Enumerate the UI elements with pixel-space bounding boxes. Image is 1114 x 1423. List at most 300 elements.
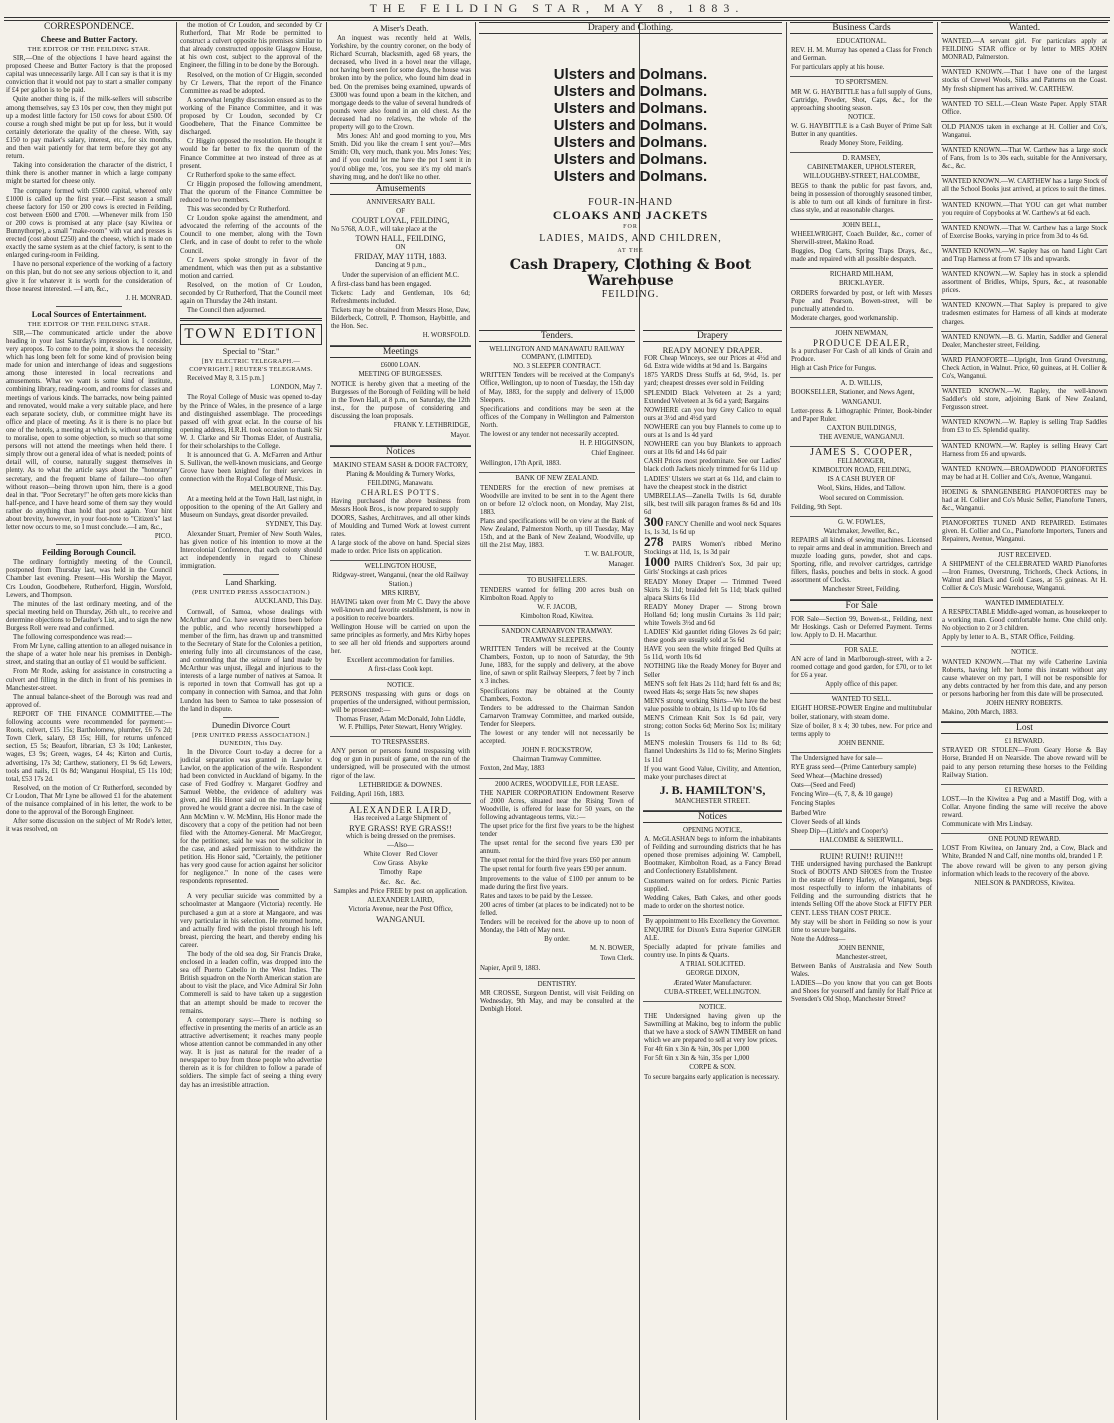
paragraph: The ordinary fortnightly meeting of the Council, postponed from Thursday last, was held in the Council Chamber last evening. Present—His Worship the Mayor, Crs Loudon, Goodbehere, Rutherford, Higgin, Worsfold, Lewers, and Thompson. — [6, 559, 172, 599]
ad-line: MRS KIRBY, — [381, 589, 420, 597]
ad-line: Watchmaker, Jeweller, &c., — [823, 527, 900, 535]
ad-line: Ridgway-street, Wanganui, (near the old Railway Station.) — [332, 572, 469, 588]
ad-line: Ulsters and Dolmans. — [553, 134, 708, 152]
ad-line: WELLINGTON AND MANAWATU RAILWAY COMPANY, (LIMITED). — [489, 346, 625, 362]
ad-line: REPAIRS all kinds of sewing machines. Licensed to repair arms and deal in ammunition. Breech and muzzle loading guns, powder, shot and caps. Sporting, rifle, and revolver cartridges, cartridge fillers, flasks, pouches and belts in stock. A good assortment of Clocks. — [791, 536, 932, 585]
paragraph: the motion of Cr Loudon, and seconded by Cr Rutherford, That Mr Rode be permitted to construct a culvert opposite his premises similar to that already constructed opposite Glasgow House, at his own cost, subject to the approval of the Engineer, the filling in to be done by the Borough. — [180, 22, 322, 70]
section-heading: Notices — [643, 811, 782, 823]
article-subhead: THE EDITOR OF THE FEILDING STAR. — [27, 320, 151, 328]
ad-line: CAXTON BUILDINGS, — [826, 424, 897, 432]
ad-line: WANTED KNOWN.—W. Rapley, the well-known Saddler's old store, adjoining Bank of New Zealand, Fergusson street. — [942, 388, 1107, 412]
ad-line: HAVE you seen the white fringed Bed Quilts at 5s 11d, worth 10s 6d — [644, 646, 781, 662]
article-subhead: [BY ELECTRIC TELEGRAPH.—COPYRIGHT.] REUTER'S TELEGRAMS. — [189, 358, 313, 374]
article-title: Special to "Star." — [222, 347, 280, 357]
section-heading: CORRESPONDENCE. — [44, 22, 134, 32]
advertisement-notice — [330, 680, 471, 738]
dateline: MELBOURNE, This Day. — [250, 485, 322, 493]
ad-line: To secure bargains early application is necessary. — [644, 1073, 780, 1081]
advertisement-wanted — [941, 300, 1108, 331]
ad-line: Moderate charges, good workmanship. — [791, 314, 899, 322]
ad-line: NOTICE. — [387, 681, 414, 689]
ad-line: READY Money Draper — Trimmed Tweed Skirts 3s 11d; braided felt 5s 11d; black quilted alpaca Skirts 6s 11d — [644, 578, 781, 602]
spacer — [479, 36, 782, 66]
column-rule — [176, 22, 177, 1420]
paragraph: Taking into consideration the character of the district, I think there is another manner in which a large company might be started for cheese only. — [6, 162, 172, 186]
signature: FRANK Y. LETHBRIDGE, — [393, 422, 470, 430]
ad-line: RYE grass seed—(Prime Canterbury sample) — [791, 764, 917, 772]
ad-line: DENTISTRY. — [537, 980, 577, 988]
ad-line: NOTICE. — [1011, 649, 1038, 657]
paragraph: A very peculiar suicide was committed by a schoolmaster at Mangaore (Victoria) recently. He purchased a gun at a store at Mangaore, and was very particular in his selection. He returned home, and actually fired with the pistol through his left breast, piercing the heart, and thereby ending his career. — [180, 893, 322, 949]
ad-line: Oats—(Seed and Feed) — [791, 782, 856, 790]
quantity-number: 300 — [644, 513, 664, 529]
ad-line: WANTED.—A servant girl. For particulars apply at FEILDING STAR office or by letter to MRS JOHN MONRAD, Palmerston. — [942, 38, 1107, 62]
ad-line: FELLMONGER, — [837, 458, 886, 466]
ad-line: WANTED KNOWN.—That Sapley is prepared to give tradesmen estimates for Harness of all kinds at moderate charges. — [942, 302, 1107, 326]
advertisement-wanted — [941, 176, 1108, 199]
advertisement-sportsmen — [790, 77, 933, 153]
advertisement-for-sale — [790, 645, 933, 694]
ad-line: WANGANUI. — [841, 398, 882, 406]
ad-line: MEN'S moleskin Trousers 6s 11d to 8s 6d; flannel Undershirts 3s 11d to 6s; Merino Singlets 1s 11d — [644, 740, 781, 764]
ad-line: A. McGLASHAN begs to inform the inhabitants of Feilding and surrounding districts that he has opened those premises adjoining W. Campbell, Bootmaker, Kimbolton Road, as a Fancy Bread and Confectionery Establishment. — [644, 836, 781, 876]
ad-line: SPLENDID Black Velveteen at 2s a yard; Extended Velveteen at 3s 6d a yard; Bargains — [644, 389, 781, 405]
ad-line: ANNIVERSARY BALL — [366, 198, 435, 206]
ad-line: WANTED KNOWN.—That W. Carthew has a large Stock of Exercise Books, varying in price from 3d to 4s 6d. — [942, 224, 1107, 240]
ad-line: WANTED KNOWN.—W. Rapley is selling Heavy Cart Harness from £6 and upwards. — [942, 442, 1107, 458]
paragraph: The following correspondence was read:— — [13, 634, 133, 642]
column-drapery — [643, 330, 782, 1420]
ad-line: LADIES' Kid gauntlet riding Gloves 2s 6d pair; these goods are usually sold at 5s 6d — [644, 629, 781, 645]
ad-line: WRITTEN Tenders will be received at the Company's Office, Wellington, up to noon of Tuesday, the 15th day of May, 1883, for the supply and delivery of 15,000 Sleepers. — [480, 372, 634, 404]
article-subhead: THE EDITOR OF THE FEILDING STAR. — [27, 46, 151, 53]
ad-line: BANK OF NEW ZEALAND. — [515, 475, 599, 483]
ad-line: TO SPORTSMEN. — [835, 79, 888, 87]
divider — [56, 544, 122, 545]
ad-line: Tenders to be addressed to the Chairman Sandon Carnarvon Tramway Committee, and marked outside, Tender for Sleepers. — [480, 704, 634, 728]
advertisement-educational — [790, 36, 933, 77]
ad-line: Specifications and conditions may be seen at the offices of the Company in Wellington and Palmerston North. — [480, 405, 634, 429]
ad-line: WANTED KNOWN.—W. Sapley has on hand Light Cart and Trap Harness at from £7 10s and upwards. — [942, 247, 1107, 263]
ad-line: By appointment to His Excellency the Governor. — [645, 917, 780, 925]
ad-line: BOOKSELLER, Stationer, and News Agent, — [791, 389, 915, 397]
paragraph: I have no personal experience of the working of a factory on this plan, but do not see any serious objection to it, and give it for whatever it is worth for the consideration of those nearest interested. —I am, &c., — [6, 261, 172, 293]
ad-line: Timothy Rape — [379, 869, 422, 877]
ad-line: NOWHERE can you buy Flannels to come up to ours at 1s and 1s 4d yard — [644, 423, 781, 440]
ad-line: WANTED KNOWN.—W. CARTHEW has a large Stock of all the School Books just arrived, at prices to suit the times. — [942, 178, 1107, 194]
ad-line: Dancing at 9 p.m., — [375, 262, 426, 270]
paragraph: This was seconded by Cr Rutherford. — [187, 206, 290, 214]
paragraph: The annual balance-sheet of the Borough was read and approved of. — [6, 693, 172, 709]
article-subhead: (PER UNITED PRESS ASSOCIATION.) — [192, 589, 310, 597]
ad-line: NOTICE. — [699, 1003, 726, 1011]
ad-line: LOST From Kiwitea, on January 2nd, a Cow, Black and White, Branded N and Calf, nine months old, branded 1 P. — [942, 845, 1107, 861]
ad-line: CABINETMAKER, UPHOLSTERER, — [807, 164, 916, 172]
ad-line: WANTED KNOWN.—That W. Carthew has a large stock of Fans, from 1s to 30s each, suitable for the Anniversary, &c., &c. — [942, 147, 1107, 171]
ad-line: WRITTEN Tenders will be received at the County Chambers, Foxton, up to noon of Saturday, the 9th June, 1883, for the supply and delivery, at the above line, of sawn or split Railway Sleepers, 7 feet by 7 inch x 3 inches. — [480, 646, 634, 686]
ad-line: A RESPECTABLE Middle-aged woman, as housekeeper to a working man. Good comfortable home. One child only. No objection to 2 or 3 children. — [942, 609, 1107, 633]
advertisement-ramsey — [790, 153, 933, 220]
paragraph: At a meeting held at the Town Hall, last night, in opposition to the opening of the Art Gallery and Museum on Sundays, great disorder prevailed. — [180, 495, 322, 519]
column-rule — [786, 22, 787, 1420]
ad-line: Makino, 20th March, 1883. — [942, 709, 1018, 717]
ad-line: G. W. FOWLES, — [838, 518, 885, 526]
ad-line: THE Undersigned having given up the Sawmilling at Makino, beg to inform the public that we have a stock of SAWN TIMBER on hand which we are prepared to sell at very low prices. — [644, 1012, 781, 1045]
masthead-rule — [4, 17, 1110, 21]
ad-line: Seed Wheat—(Machine dressed) — [791, 773, 882, 781]
ad-line: Under the supervision of an efficient M.C. — [342, 271, 459, 279]
signature: Chief Engineer. — [591, 450, 634, 458]
ad-line: A. D. WILLIS, — [840, 380, 883, 388]
ad-line: Wedding Cakes, Bath Cakes, and other goods made to order on the shortest notice. — [644, 894, 781, 910]
ad-line: Fencing Wire—(6, 7, 8, & 10 gauge) — [791, 791, 893, 799]
ad-line: NOTHING like the Ready Money for Buyer and Seller — [644, 663, 781, 679]
paragraph: Cr Loudon spoke against the amendment, and advocated the referring of the accounts of the Council to one member, along with the Town Clerk, and in case of doubt to refer to the whole Council. — [180, 215, 322, 255]
advertisement-opening — [643, 825, 782, 916]
ad-line: W. F. JACOB, — [537, 603, 577, 611]
column-rule — [937, 22, 938, 1420]
advertisement-wanted — [941, 269, 1108, 300]
advertisement-willis — [790, 378, 933, 447]
ad-line: A first-class Cook kept. — [367, 666, 434, 674]
ad-line: —Also— — [387, 842, 414, 850]
paragraph: Cr Rutherford spoke to the same effect. — [187, 171, 296, 179]
ad-line: Is a purchaser For Cash of all kinds of Grain and Produce. — [791, 348, 932, 364]
ad-line: By order. — [544, 936, 570, 944]
paragraph: The minutes of the last ordinary meeting, and of the special meeting held on Thursday, 26th ult., to receive and determine objections to Defaulter's List, and to sign the new Burgess Roll were read and confirmed. — [6, 600, 172, 632]
masthead: THE FEILDING STAR, MAY 8, 1883. — [369, 1, 745, 15]
paragraph: From Mr Lyne, calling attention to an alleged nuisance in the shape of a water hole near his premises in Denbigh-street, and stating that an outlay of £1 would be sufficient. — [6, 643, 172, 667]
dateline: SYDNEY, This Day. — [265, 520, 322, 528]
ad-line: 200 acres of timber (at places to be indicated) not to be felled. — [480, 901, 634, 917]
ad-line: £1 REWARD. — [1004, 786, 1045, 794]
ad-line: WANTED KNOWN.—BROADWOOD PIANOFORTES may be had at H. Collier and Co's, Avenue, Wanganui. — [942, 465, 1107, 481]
ad-line: £6000 LOAN. — [380, 362, 421, 370]
ad-line: 2000 ACRES, WOODVILLE, FOR LEASE. — [495, 780, 619, 788]
advertisement-reward — [941, 785, 1108, 834]
ad-line: Excellent accommodation for families. — [346, 657, 455, 665]
paragraph: Cornwall, of Samoa, whose dealings with McArthur and Co. have several times been before the public, and who recently horsewhipped a member of the firm, has drawn up and transmitted to the Secretary of State for the Colonies a petition, entering fully into all circumstances of the case, and contending that the seizure of land made by McArthur was unjust, illegal and injurious to the interests of a large number of natives at Samoa. It is reported in town that Cornwall has got up a company in connection with Samoa, and that John Lundon has been to Samoa to take possession of the land in dispute. — [180, 608, 322, 713]
column-rule — [475, 22, 476, 1420]
ad-line: No 5768, A.O.F., will take place at the — [331, 226, 437, 234]
article-subhead: [PER UNITED PRESS ASSOCIATION.] DUNEDIN, This Day. — [192, 731, 310, 747]
ad-text: FANCY Chenille and wool neck Squares 1s, 1s 3d, 1s 6d up — [644, 520, 781, 537]
ad-line: TO TRESPASSERS. — [371, 739, 430, 747]
ad-line: For 4ft 6in x 3in & ¾in, 30s per 1,000 — [644, 1046, 750, 1054]
signature: Town Clerk. — [600, 955, 634, 963]
paragraph: Quite another thing is, if the milk-sellers will subscribe among themselves, say £3 10s per cow, then they might put up a modest little factory for 150 cows for about £500. Of course a rough shed might be put up for less, but it would certainly deteriorate the quality of the cheese. With, say £150 to pay maker's salary, interest, etc., for six months, and then wait patiently for that term before they got any return. — [6, 96, 172, 161]
ad-text: PAIRS Children's Sox, 3d pair up; Girls' Stockings at cash prices — [644, 561, 781, 577]
signature: J. H. MONRAD. — [125, 294, 172, 302]
ad-line: Ulsters and Dolmans. — [553, 100, 708, 118]
ad-line: REV. H. M. Murray has opened a Class for French and German. — [791, 47, 932, 63]
paragraph: Resolved, on the motion of Cr Loudon, seconded by Cr Rutherford, That the Council meet again on Thursday the 24th instant. — [180, 281, 322, 306]
ad-line: PERSONS trespassing with guns or dogs on properties of the undersigned, without permission, will be prosecuted:— — [331, 690, 470, 714]
ad-line: Ulsters and Dolmans. — [553, 168, 708, 186]
ad-line: White Clover Red Clover — [363, 851, 438, 859]
signature: H. P. HIGGINSON, — [579, 440, 634, 448]
ad-line: The upset price for the first five years to be the highest tender — [480, 822, 634, 839]
ad-line: WILLOUGHBY-STREET, HALCOMBE, — [803, 173, 920, 181]
ad-line: TOWN HALL, FEILDING, — [355, 234, 446, 244]
paragraph: SIR,—The communicated article under the above heading in your last Saturday's impression is, I consider, very apropos. To come to the point, it shows the necessity which has long been felt for some kind of provision being made for union and interchange of ideas and suggestions among those interested in local recreations and amusements. What we want is some kind of institute, combining library, reading-room, and rooms for classes and meetings of various kinds. The barracks, now being painted and renovated, would make a very suitable place, and here each separate society, club, or committee might have its office and place of meeting. As it is there is no place but one of the hotels, a meeting at which is, without attempting to moralise, open to some objection, so much so that some persons will not attend the meetings when held there. I simply throw out a general idea of what is needed; points of detail will, of course, naturally suggest themselves in plenty. As to what the article says about the "honorary" secretary, and the frequent blame of failure—too often without reason—being thrown upon him, there is a good deal in that. "Poor Secretary!" he often gets more kicks than half-pence, and I have heard some of them say they would rather do anything than hold that post again. Your hint about brevity, however, in your foot-note to "Citizen's" last letter now occurs to me, so I must conclude.—I am, &c., — [6, 329, 172, 532]
ad-line: THE AVENUE, WANGANUI. — [818, 433, 905, 441]
ad-line: RYE GRASS! RYE GRASS!! — [349, 822, 452, 833]
dateline: AUCKLAND, This Day. — [254, 598, 322, 606]
ad-line: NIELSON & PANDROSS, Kiwitea. — [974, 879, 1075, 887]
ad-line: STRAYED OR STOLEN—From Geary Horse & Bay Horse, Branded H on Nearside. The above reward will be paid to any person returning these horses to the Feilding Railway Station. — [942, 747, 1107, 779]
ad-line: WARD PIANOFORTE—Upright, Iron Grand Overstrung, Check Action, in Walnut. Price, 60 guineas, at H. Collier & Co's, Wanganui. — [942, 356, 1107, 380]
ad-line: Apply by letter to A. B., STAR Office, Feilding. — [942, 634, 1075, 642]
ad-line: LADIES—Do you know that you can get Boots and Shoes for yourself and family for Half Price at Svensden's Old Shop, Manchester Street? — [791, 980, 932, 1004]
column-rule — [326, 22, 327, 1420]
quantity-number: 278 — [644, 534, 664, 550]
ad-line: A large stock of the above on hand. Special sizes made to order. Price lists on application. — [331, 540, 470, 556]
advertisement-fowles — [790, 517, 933, 600]
ad-line: WANTED KNOWN.—That my wife Catherine Lavinia Roberts, having left her home this instant without any cause whatever on my part, I will not be responsible for any debts contracted by her from this date, and any person or persons harboring her from this date will be prosecuted. — [942, 658, 1107, 698]
ad-line: Wellington, 17th April, 1883. — [480, 460, 561, 468]
article-title: Land Sharking. — [225, 578, 277, 588]
ad-line: A TRIAL SOLICITED. — [679, 961, 746, 969]
ad-line: FEILDING. — [601, 289, 660, 301]
section-heading: Notices — [330, 446, 471, 458]
paragraph: The company formed with £5000 capital, whereof only £1000 is called up the first year.—First season a small cheese factory for 150 or 200 cows is erected in Feilding, cost between £600 and £700. —Whenever milk from 150 or 200 cows is promised at any place (say Kiwitea or Bunnythorpe), a small "make-room" with vat and presses is erected (cost about £250) and the cheese, which is made on exactly the same system as at the chief factory, is sent to the enlarged curing-room in Feilding. — [6, 187, 172, 260]
quantity-number: 1000 — [644, 554, 670, 570]
paragraph: It is announced that G. A. McFarren and Arthur S. Sullivan, the well-known musicians, and George Grove have been knighted for their services in connection with the Royal College of Music. — [180, 452, 322, 484]
ad-line: THE NAPIER CORPORATION Endowment Reserve of 2000 Acres, situated near the Rising Town of Woodville, is offered for lease for 50 years, on the following advantageous terms, viz.:— — [480, 789, 634, 821]
section-heading: Drapery and Clothing. — [479, 22, 782, 34]
section-heading: Business Cards — [790, 22, 933, 34]
article-title: A Miser's Death. — [372, 24, 429, 33]
ad-line: FRIDAY, MAY 11TH, 1883. — [354, 252, 447, 262]
ad-line: EIGHT HORSE-POWER Engine and multitubular boiler, stationary, with steam dome. — [791, 705, 932, 721]
ad-line: The lowest or any tender will not necessarily be accepted. — [480, 730, 634, 746]
column-miser-amusements — [330, 22, 471, 1420]
signature: T. W. BALFOUR, — [584, 551, 634, 559]
ad-line: For 5ft 6in x 3in & ¾in, 35s per 1,000 — [644, 1055, 750, 1063]
ad-line: Napier, April 9, 1883. — [480, 965, 541, 973]
ad-line: WANTED TO SELL.—Clean Waste Paper. Apply STAR Office. — [942, 100, 1107, 116]
column-wanted — [941, 22, 1108, 1420]
advertisement-wanted — [941, 36, 1108, 67]
advertisement-wanted — [941, 332, 1108, 355]
ad-line: Sheep Dip—(Little's and Cooper's) — [791, 827, 888, 835]
advertisement-ball — [330, 197, 471, 347]
column-business-cards — [790, 22, 933, 1420]
advertisement-milham — [790, 269, 933, 328]
ad-line: Improvements to the value of £100 per annum to be made during the first five years. — [480, 875, 634, 891]
ad-line: MEN'S Crimean Knit Sox 1s 6d pair, very strong; cotton Socks 6d; Merino Sox 1s; military 1s — [644, 715, 781, 739]
advertisement-wanted — [941, 464, 1108, 487]
advertisement-wanted — [941, 122, 1108, 145]
paragraph: Mrs Jones: Ah! and good morning to you, Mrs Smith. Did you like the cream I sent you?—Mrs Smith: Oh, very much, thank you. Mrs Jones: Yes; and if you could let me have the pot I sent it in you'd oblige me, 'cos, you see it's my old man's shaving mug, and he don't like no other. — [330, 133, 471, 181]
ad-line: WANTED KNOWN.—B. G. Martin, Saddler and General Dealer, Manchester street, Feilding. — [942, 333, 1107, 349]
advertisement-makino — [330, 460, 471, 561]
advertisement-reward — [941, 736, 1108, 784]
ad-line — [644, 554, 781, 577]
ad-line: MR W. G. HAYBITTLE has a full supply of Guns, Cartridge, Powder, Shot, Caps, &c., for the approaching shooting season. — [791, 88, 932, 112]
advertisement-bell — [790, 220, 933, 269]
ad-line: WANTED KNOWN.—W. Sapley has in stock a splendid assortment of Bridles, Whips, Spurs, &c., at reasonable prices. — [942, 271, 1107, 295]
advertisement-timber — [643, 1002, 782, 1086]
advertisement-tender — [479, 575, 635, 625]
ad-line: The upset rental for the second five years £30 per annum. — [480, 840, 634, 856]
ad-line: FOR Sale—Section 99, Bowen-st., Feilding, next Mr Hoskings. Cash or Deferred Payment. Terms low. Apply to D. H. Macarthur. — [791, 615, 932, 639]
advertisement-wanted — [941, 99, 1108, 122]
advertisement-wanted — [941, 67, 1108, 98]
advertisement-wanted — [941, 200, 1108, 223]
ad-line: Rates and taxes to be paid by the Lessee. — [480, 892, 593, 900]
ad-line: HAVING taken over from Mr C. Davy the above well-known and favorite establishment, is now in a position to receive boarders. — [331, 598, 470, 622]
section-heading: Tenders. — [479, 330, 635, 342]
ad-line: NOTICE is hereby given that a meeting of the Burgesses of the Borough of Feilding will be held in the Town Hall, at 8 p.m., on Saturday, the 12th inst., for the purpose of considering and discussing the loan proposals. — [331, 380, 470, 420]
ad-line: Letter-press & Lithographic Printer, Book-binder and Paper Ruler. — [791, 407, 932, 423]
ad-line: WANTED KNOWN.—That I have one of the largest stocks of Crewel Wools, Silks and Patterns on the Coast. My fresh shipment has arrived. W. CARTHEW. — [942, 69, 1107, 93]
ad-line: JOHN BELL, — [842, 221, 881, 229]
ad-line: Size of boiler, 8 x 4; 30 tubes, new. For price and terms apply to — [791, 722, 932, 738]
advertisement-hamilton — [643, 344, 782, 811]
ad-line: Planing & Moulding & Turnery Works, FEILDING, Manawatu. — [346, 471, 455, 487]
ad-line: Tenders will be received for the above up to noon of Monday, the 14th of May next. — [480, 919, 634, 935]
ad-line: High at Cash Price for Fungus. — [791, 365, 877, 373]
advertisement-pianos — [941, 550, 1108, 598]
drapery-clothing-banner — [479, 22, 782, 327]
ad-line: OLD PIANOS taken in exchange at H. Collier and Co's, Wanganui. — [942, 123, 1107, 139]
ad-line: ALEXANDER LAIRD, — [367, 896, 434, 904]
ad-line: Thomas Fraser, Adam McDonald, John Liddle, W. F. Phillips, Peter Stewart, Henry Wrigley. — [335, 715, 466, 732]
advertisement-meeting — [330, 360, 471, 446]
ad-line: MANCHESTER STREET. — [675, 797, 750, 805]
column-correspondence — [6, 22, 172, 1420]
ad-line: Wool, Skins, Hides, and Tallow. — [817, 485, 906, 493]
dateline: Received May 8, 3.15 p.m.] — [187, 375, 264, 383]
ad-line: CHARLES POTTS. — [361, 487, 440, 497]
section-heading: Amusements — [330, 183, 471, 195]
ad-line: WANGANUI. — [376, 913, 425, 924]
ad-line: LADIES, MAIDS, AND CHILDREN, — [539, 233, 722, 245]
ad-line: NOWHERE can you buy Grey Calico to equal ours at 3½d and 4½d yard — [644, 406, 781, 422]
ad-line: TO BUSHFELLERS. — [527, 577, 587, 585]
advertisement-tender — [479, 473, 635, 575]
dateline: LONDON, May 7. — [270, 384, 322, 392]
ad-line: Buggies, Dog Carts, Spring Traps Drays, &c., made and repaired with all possible despatch. — [791, 248, 932, 264]
ad-line: Customers waited on for orders. Picnic Parties supplied. — [644, 877, 781, 893]
ad-line: The above reward will be given to any person giving information which leads to the recovery of the above. — [942, 862, 1107, 878]
advertisement-wanted — [941, 246, 1108, 269]
advertisement-wanted — [941, 518, 1108, 549]
ad-line: LETHBRIDGE & DOWNES. — [358, 781, 443, 789]
ad-line: JOHN BENNIE, — [838, 944, 885, 952]
ad-line: ON — [395, 244, 406, 252]
ad-line: 1875 YARDS Dress Stuffs at 6d, 9½d, 1s. per yard; cheapest dresses ever sold in Feilding — [644, 372, 781, 388]
ad-line: Clover Seeds of all kinds — [791, 818, 861, 826]
ad-line: £1 REWARD. — [1004, 738, 1045, 746]
paragraph: SIR,—One of the objections I have heard against the proposed Cheese and Butter Factory is that the proposed capital was unnecessarily large. All I can say is that it is my conviction that it would not pay to start a smaller company if £4 per gallon is to be paid. — [6, 55, 172, 95]
ad-line: HALCOMBE & SHERWILL. — [819, 836, 904, 844]
section-heading: For Sale — [790, 600, 933, 612]
ad-line: Cash Drapery, Clothing & Boot Warehouse — [509, 257, 752, 290]
advertisement-tender — [479, 344, 635, 473]
ad-line: Has received a Large Shipment of — [353, 814, 448, 822]
ad-line: Having purchased the above business from Messrs Hook Bros., is now prepared to supply — [331, 497, 470, 513]
advertisement-wanted — [941, 487, 1108, 518]
advertisement-wanted — [941, 417, 1108, 440]
ad-line: OF — [396, 207, 405, 215]
ad-line: WANTED KNOWN.—That YOU can get what number you require of Copybooks at W. Carthew's at 6d each. — [942, 201, 1107, 217]
ad-line: Apply office of this paper. — [825, 681, 898, 689]
divider — [56, 306, 122, 307]
advertisement-halcombe — [790, 753, 933, 850]
paragraph: In the Divorce Court to-day a decree for a judicial separation was granted in Lawlor v. Lawlor, on the application of the wife. Respondent had been convicted in Auckland of bigamy. In the case of Fred Godfrey v. Margaret Godfrey and Samuel Webbe, the evidence of adultery was given, and His Honor said on the marriage being proved he would grant a decree nisi. In the case of Ann McMinn v. W. McMinn, His Honor made the discovery that a copy of the petition had not been filed with the Attorney-General. Mr MacGregor, for the petitioner, said he was not the solicitor in the case, and asked permission to withdraw the petition. His Honor said, "Certainly, the petitioner has very good cause for action against her solicitor for negligence." In none of the cases were respondents represented. — [180, 748, 322, 886]
advertisement-laird — [330, 804, 471, 927]
ad-line: JOHN HENRY ROBERTS. — [986, 700, 1063, 707]
ad-line: The lowest or any tender not necessarily accepted. — [480, 431, 619, 439]
ad-line: READY MONEY DRAPER. — [662, 345, 763, 356]
advertisement-reward — [941, 834, 1108, 892]
ad-line: which is being dressed on the premises. — [345, 833, 456, 841]
ad-line: If you want Good Value, Civility, and Attention, make your purchases direct at — [644, 765, 781, 781]
ad-line: PRODUCE DEALER, — [812, 338, 910, 348]
ad-line: Communicate with Mrs Lindsay. — [942, 821, 1033, 829]
ad-line: Ærated Water Manufacturer. — [673, 979, 752, 987]
ad-line: TENDERS for the erection of new premises at Woodville are invited to be sent in to the Agent there on or before 12 o'clock noon, on Monday, May 21st, 1883. — [480, 484, 634, 516]
ad-line: WANTED TO SELL. — [831, 696, 892, 704]
ad-line: Feilding, 9th Sept. — [791, 503, 842, 511]
advertisement-bennie — [790, 850, 933, 1009]
ad-line: LADIES' Ulsters we start at 6s 11d, and claim to have the cheapest stock in the district — [644, 475, 781, 491]
ad-line: THE undersigned having purchased the Bankrupt Stock of BOOTS AND SHOES from the Trustee in the estate of Henry Harley, of Wanganui, begs most respectfully to inform the inhabitants of Feilding and the surrounding districts that he intends Selling Off the above Stock at FIFTY PER CENT. LESS THAN COST PRICE. — [791, 860, 932, 917]
advertisement-for-sale — [790, 614, 933, 645]
divider — [223, 717, 280, 718]
ad-line: KIMBOLTON ROAD, FEILDING, — [812, 467, 911, 475]
advertisement-notice — [941, 647, 1108, 722]
ad-line: Ulsters and Dolmans. — [553, 66, 708, 84]
ad-line: Specifications may be obtained at the County Chambers, Foxton. — [480, 687, 634, 703]
ad-line: WANTED IMMEDIATELY. — [985, 599, 1064, 607]
ad-line: PIANOFORTES TUNED AND REPAIRED. Estimates given. H. Collier and Co., Pianoforte Importers, Tuners and Repairers, Avenue, Wanganui. — [942, 520, 1107, 544]
signature: M. N. BOWER, — [590, 945, 634, 953]
advertisement-engine — [790, 694, 933, 753]
ad-line: W. G. HAYBITTLE is a Cash Buyer of Prime Salt Butter in any quantities. — [791, 122, 932, 139]
ad-text: PAIRS Women's ribbed Merino Stockings at 11d, 1s, 1s 3d pair — [644, 541, 781, 557]
ad-line: JOHN NEWMAN, — [835, 329, 888, 337]
ad-line: Cow Grass Alsyke — [373, 860, 428, 868]
ad-line: BRICKLAYER. — [838, 280, 885, 288]
ad-line: AT THE — [617, 248, 644, 255]
ad-line — [644, 513, 781, 537]
ad-line: &c. &c. &c. — [380, 878, 421, 886]
advertisement-tender — [479, 626, 635, 779]
ad-line: NOTICE. — [848, 113, 875, 121]
ad-line: ONE POUND REWARD. — [988, 836, 1061, 844]
signature: H. WORSFOLD. — [422, 332, 470, 340]
ad-line: Manchester Street, Feilding. — [822, 586, 901, 594]
paragraph: After some discussion on the subject of Mr Rode's letter, it was resolved, on — [6, 818, 172, 834]
ad-line: TRAMWAY SLEEPERS. — [521, 637, 593, 644]
ad-line: Barbed Wire — [791, 809, 826, 817]
ad-line: FOR — [623, 224, 638, 231]
ad-line: Fencing Staples — [791, 800, 835, 808]
ad-line: The Undersigned have for sale— — [791, 754, 883, 762]
ad-line: Tickets may be obtained from Messrs Hose, Daw, Bilderbeck, Cottrell, P. Thomson, Haybittle, and the Hon. Sec. — [331, 306, 470, 331]
ad-line: Ready Money Store, Feilding. — [819, 140, 904, 148]
ad-line: CASH Prices most predominate. See our Ladies' black cloth Jackets nicely trimmed for 6s 11d up — [644, 458, 781, 474]
ad-line: A SHIPMENT of the CELEBRATED WARD Pianofortes—Iron Frames, Overstrung, Trichords, Check Actions, in Walnut and Black and Gold Cases, at 55 guineas. At H. Collier & Co's Music Warehouse, Wanganui. — [942, 560, 1107, 592]
ad-line: BEGS to thank the public for past favors, and, being in possession of thoroughly seasoned timber, is able to turn out all kinds of furniture in first-class style, and at reasonable charges. — [791, 182, 932, 214]
paragraph: The Council then adjourned. — [187, 307, 266, 315]
ad-line: FOR SALE. — [844, 646, 879, 654]
ad-line: NOWHERE can you buy Blankets to approach ours at 10s 6d and 14s 6d pair — [644, 441, 781, 457]
